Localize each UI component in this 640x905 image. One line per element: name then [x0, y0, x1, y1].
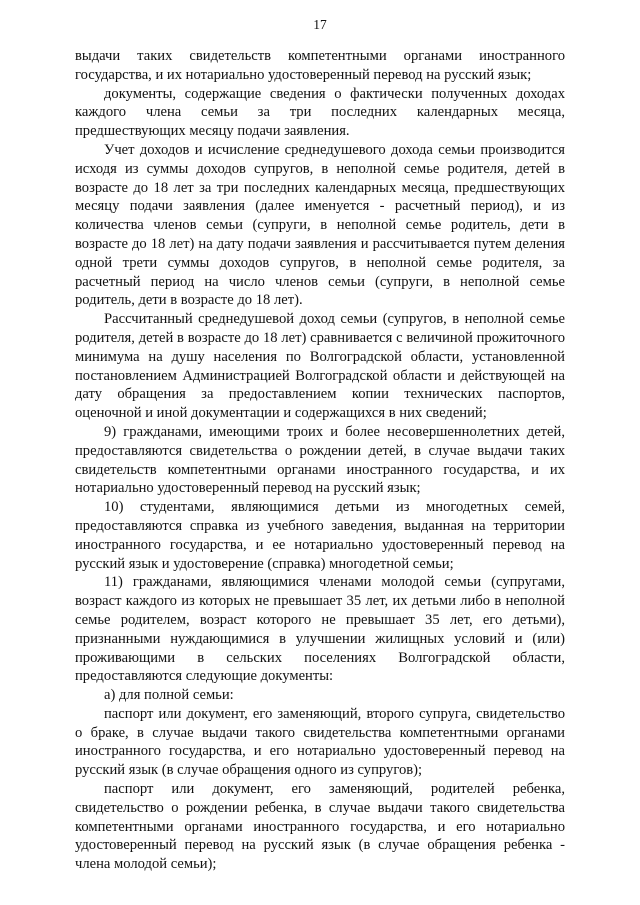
paragraph-continuation: выдачи таких свидетельств компетентными органами иностранного государства, и их нотариально удостоверенный перевод на русский язык; [75, 48, 565, 83]
paragraph-item-9: 9) гражданами, имеющими троих и более несовершеннолетних детей, предоставляются свидетельства о рождении детей, в случае выдачи таких свидетельств компетентными органами иностранного государства, и их нотариально удостоверенный перевод на русский язык; [75, 423, 565, 497]
paragraph-income-comparison: Рассчитанный среднедушевой доход семьи (супругов, в неполной семье родителя, детей в возрасте до 18 лет) сравнивается с величиной прожиточного минимума на душу населения по Волгоградской области, установленной постановлением Администрацией Волгоградской области и действующей на дату обращения за предоставлением копии технических паспортов, оценочной и иной документации и содержащихся в них сведений; [75, 311, 565, 422]
paragraph-spouse-passport: паспорт или документ, его заменяющий, второго супруга, свидетельство о браке, в случае выдачи такого свидетельства компетентными органами иностранного государства, и его нотариально удостоверенный перевод на русский язык (в случае обращения одного из супругов); [75, 705, 565, 779]
paragraph-income-documents: документы, содержащие сведения о фактически полученных доходах каждого члена семьи за три последних календарных месяца, предшествующих месяцу подачи заявления. [75, 85, 565, 140]
paragraph-subitem-a: а) для полной семьи: [104, 687, 234, 704]
page-number: 17 [313, 17, 327, 32]
paragraph-parents-passport: паспорт или документ, его заменяющий, родителей ребенка, свидетельство о рождении ребенка, в случае выдачи такого свидетельства компетентными органами иностранного государства, и его нотариально удостоверенный перевод на русский язык (в случае обращения ребенка - члена молодой семьи); [75, 781, 565, 873]
paragraph-item-11: 11) гражданами, являющимися членами молодой семьи (супругами, возраст каждого из которых не превышает 35 лет, их детьми либо в неполной семье родителем, возраст которого не превышает 35 лет, его детьми), признанными нуждающимися в улучшении жилищных условий и (или) проживающими в сельских поселениях Волгоградской области, предоставляются следующие документы: [75, 574, 565, 685]
paragraph-item-10: 10) студентами, являющимися детьми из многодетных семей, предоставляются справка из учебного заведения, выданная на территории иностранного государства, и ее нотариально удостоверенный перевод на русский язык и удостоверение (справка) многодетной семьи; [75, 499, 565, 572]
document-body [75, 47, 565, 874]
paragraph-income-calculation: Учет доходов и исчисление среднедушевого дохода семьи производится исходя из суммы доходов супругов, в неполной семье родителя, детей в возрасте до 18 лет за три последних календарных месяца, предшествующих месяцу подачи заявления (далее именуется - расчетный период), и из количества членов семьи (супруги, в неполной семье родитель, дети в возрасте до 18 лет) на дату подачи заявления и рассчитывается путем деления одной трети суммы доходов супругов, в неполной семье родителя, за расчетный период на число членов семьи (супруги, в неполной семье родитель, дети в возрасте до 18 лет). [75, 141, 565, 309]
